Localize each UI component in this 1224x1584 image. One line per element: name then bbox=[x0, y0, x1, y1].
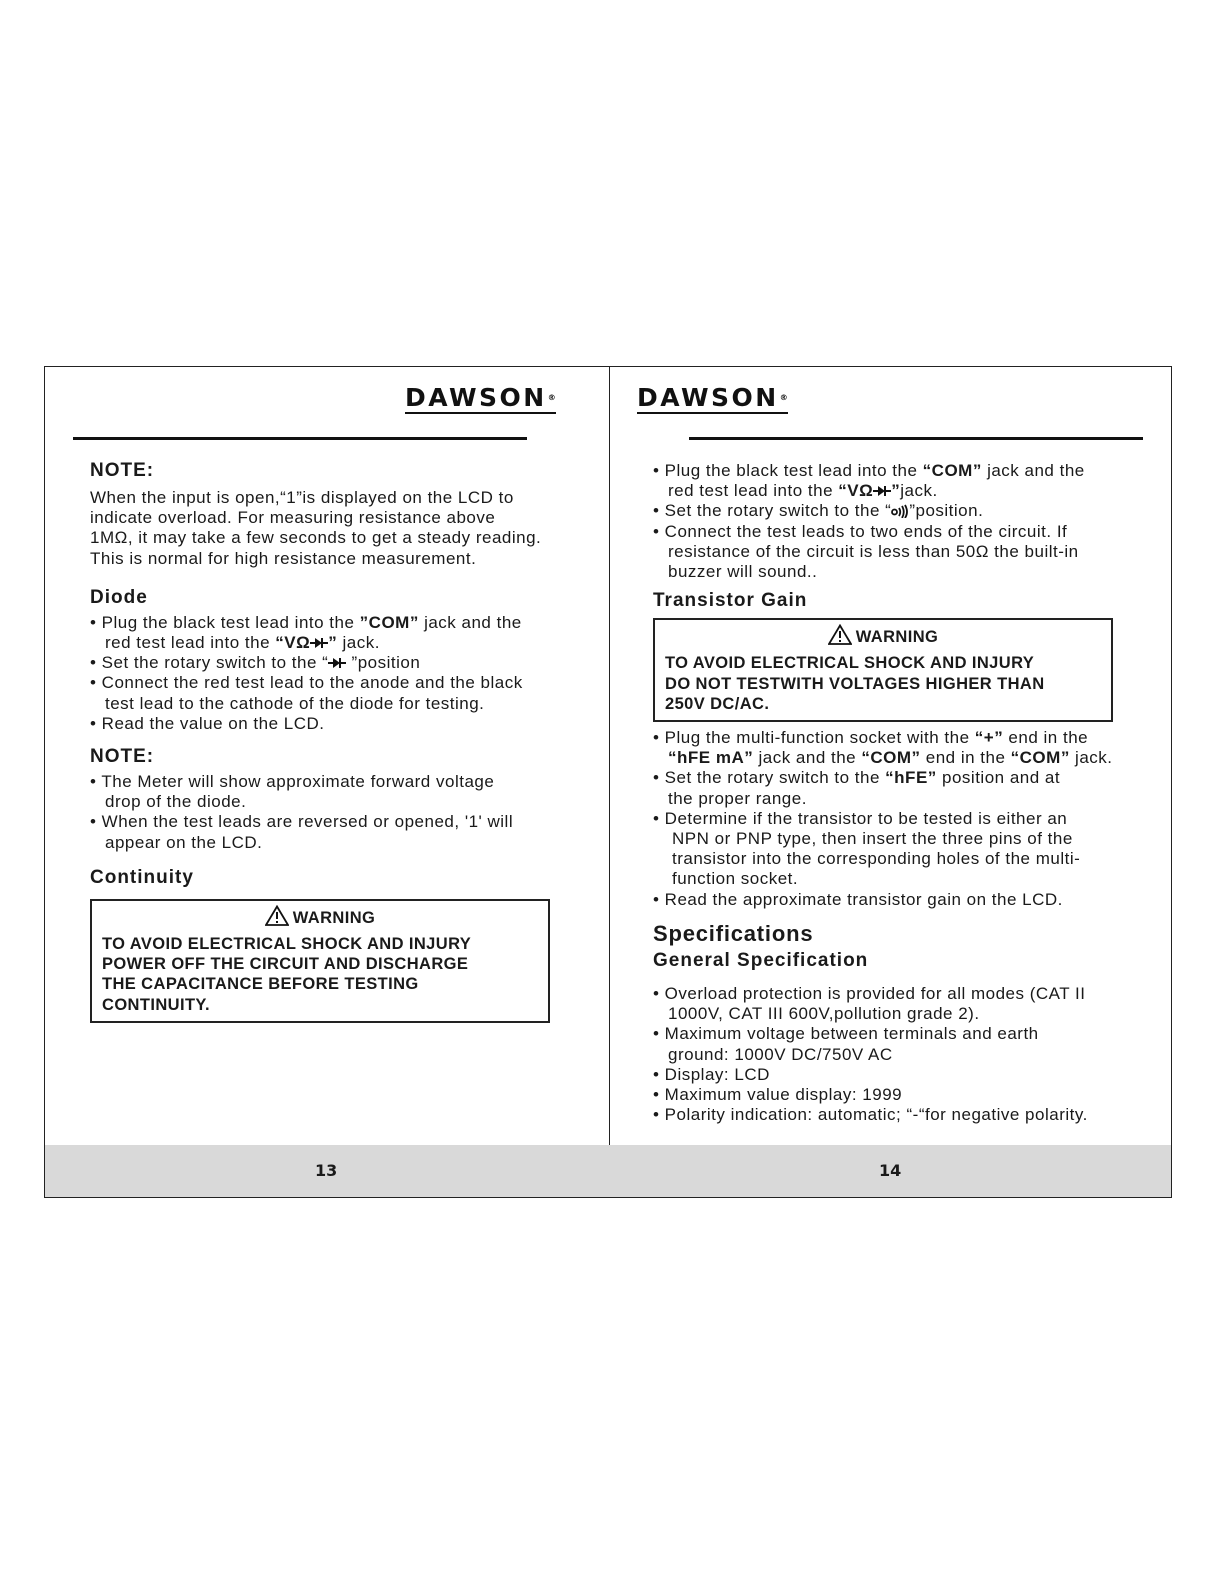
brand-logo-right: DAWSON® bbox=[637, 383, 788, 412]
list-item: • Connect the test leads to two ends of the circuit. If bbox=[653, 521, 1068, 541]
list-item: • The Meter will show approximate forward voltage bbox=[90, 772, 495, 792]
left-page-content bbox=[90, 460, 590, 1023]
transistor-heading: Transistor Gain bbox=[653, 590, 808, 612]
list-item: • Plug the multi-function socket with the “+” end in the bbox=[653, 728, 1089, 748]
list-item: • Connect the red test lead to the anode and the black bbox=[90, 673, 523, 693]
list-item: • Polarity indication: automatic; “-“for negative polarity. bbox=[653, 1105, 1088, 1125]
list-item: • Plug the black test lead into the ”COM” jack and the bbox=[90, 612, 522, 632]
list-item: • Plug the black test lead into the “COM” jack and the bbox=[653, 461, 1085, 480]
right-page-content bbox=[653, 461, 1163, 1125]
list-item: • Read the approximate transistor gain on the LCD. bbox=[653, 889, 1063, 909]
brand-logo-left: DAWSON® bbox=[405, 383, 556, 412]
list-item: • Maximum value display: 1999 bbox=[653, 1085, 903, 1105]
list-item: • Set the rotary switch to the “ ”position bbox=[90, 653, 421, 673]
warning-triangle-icon bbox=[265, 905, 289, 926]
list-item: • Set the rotary switch to the “hFE” position and at bbox=[653, 768, 1061, 788]
list-item: • Read the value on the LCD. bbox=[90, 713, 325, 733]
list-item: • When the test leads are reversed or opened, '1' will bbox=[90, 812, 514, 832]
diode-icon bbox=[310, 637, 328, 649]
header-rule-right bbox=[689, 437, 1143, 440]
page-number-right: 14 bbox=[879, 1161, 902, 1180]
list-item: • Set the rotary switch to the “ ”position. bbox=[653, 501, 984, 521]
list-item: • Display: LCD bbox=[653, 1064, 770, 1084]
page-number-left: 13 bbox=[315, 1161, 338, 1180]
page-divider bbox=[609, 367, 610, 1147]
page-footer bbox=[45, 1145, 1171, 1197]
warning-triangle-icon bbox=[828, 624, 852, 645]
header-rule-left bbox=[73, 437, 527, 440]
note-heading-2: NOTE: bbox=[90, 746, 155, 768]
diode-icon bbox=[328, 657, 346, 669]
note-list: • The Meter will show approximate forward voltage drop of the diode. • When the test leads are reversed or opened, '1' will appear on the LCD. bbox=[90, 772, 590, 853]
warning-box-continuity: WARNING TO AVOID ELECTRICAL SHOCK AND INJURY POWER OFF THE CIRCUIT AND DISCHARGE THE CAPACITANCE BEFORE TESTING CONTINUITY. bbox=[90, 899, 550, 1023]
spec-list: • Overload protection is provided for all modes (CAT II 1000V, CAT III 600V,pollution grade 2). • Maximum voltage between terminals and earth ground: 1000V DC/750V AC • Display: LCD • Maximum value display: 1999 • Polarity indication: automatic; “-“for negative polarity. bbox=[653, 984, 1163, 1125]
note-paragraph: When the input is open,“1”is displayed on the LCD to indicate overload. For measuring resistance above 1MΩ, it may take a few seconds to get a steady reading. This is normal for high resistance measurement. bbox=[90, 488, 542, 568]
warning-title: WARNING bbox=[292, 908, 376, 927]
diode-icon bbox=[873, 485, 891, 497]
list-item: • Maximum voltage between terminals and earth bbox=[653, 1024, 1039, 1044]
warning-title: WARNING bbox=[855, 628, 939, 647]
diode-heading: Diode bbox=[90, 586, 148, 608]
transistor-steps: • Plug the multi-function socket with the “+” end in the “hFE mA” jack and the “COM” end in the “COM” jack. • Set the rotary switch to the “hFE” position and at the proper range. • Determine if the transistor to be tested is either an NPN or PNP type, then insert the three pins of the transistor into the corresponding holes of the multi- function socket. • Read the approximate transistor gain on the LCD. bbox=[653, 728, 1163, 910]
list-item: • Overload protection is provided for all modes (CAT II bbox=[653, 984, 1086, 1004]
list-item: • Determine if the transistor to be tested is either an bbox=[653, 808, 1068, 828]
specifications-heading: Specifications bbox=[653, 920, 814, 946]
note-heading: NOTE: bbox=[90, 460, 155, 481]
list-item: red test lead into the “VΩ ” jack. bbox=[105, 633, 380, 653]
warning-box-transistor: WARNING TO AVOID ELECTRICAL SHOCK AND INJURY DO NOT TESTWITH VOLTAGES HIGHER THAN 250V DC/AC. bbox=[653, 618, 1113, 722]
continuity-steps: • Plug the black test lead into the “COM” jack and the red test lead into the “VΩ ”jack. • Set the rotary switch to the “ ”position. • Connect the test leads to two ends of the circuit. If resistance of the circuit is less than 50Ω the built-in buzzer will sound.. bbox=[653, 461, 1163, 582]
continuity-heading: Continuity bbox=[90, 866, 194, 888]
manual-spread bbox=[44, 366, 1172, 1198]
buzzer-icon bbox=[891, 504, 909, 518]
diode-steps: • Plug the black test lead into the ”COM” jack and the red test lead into the “VΩ ” jack. • Set the rotary switch to the “ ”position • Connect the red test lead to the anode and the black test lead to the cathode of the diode for testing. • Read the value on the LCD. bbox=[90, 613, 590, 734]
general-spec-heading: General Specification bbox=[653, 950, 869, 972]
